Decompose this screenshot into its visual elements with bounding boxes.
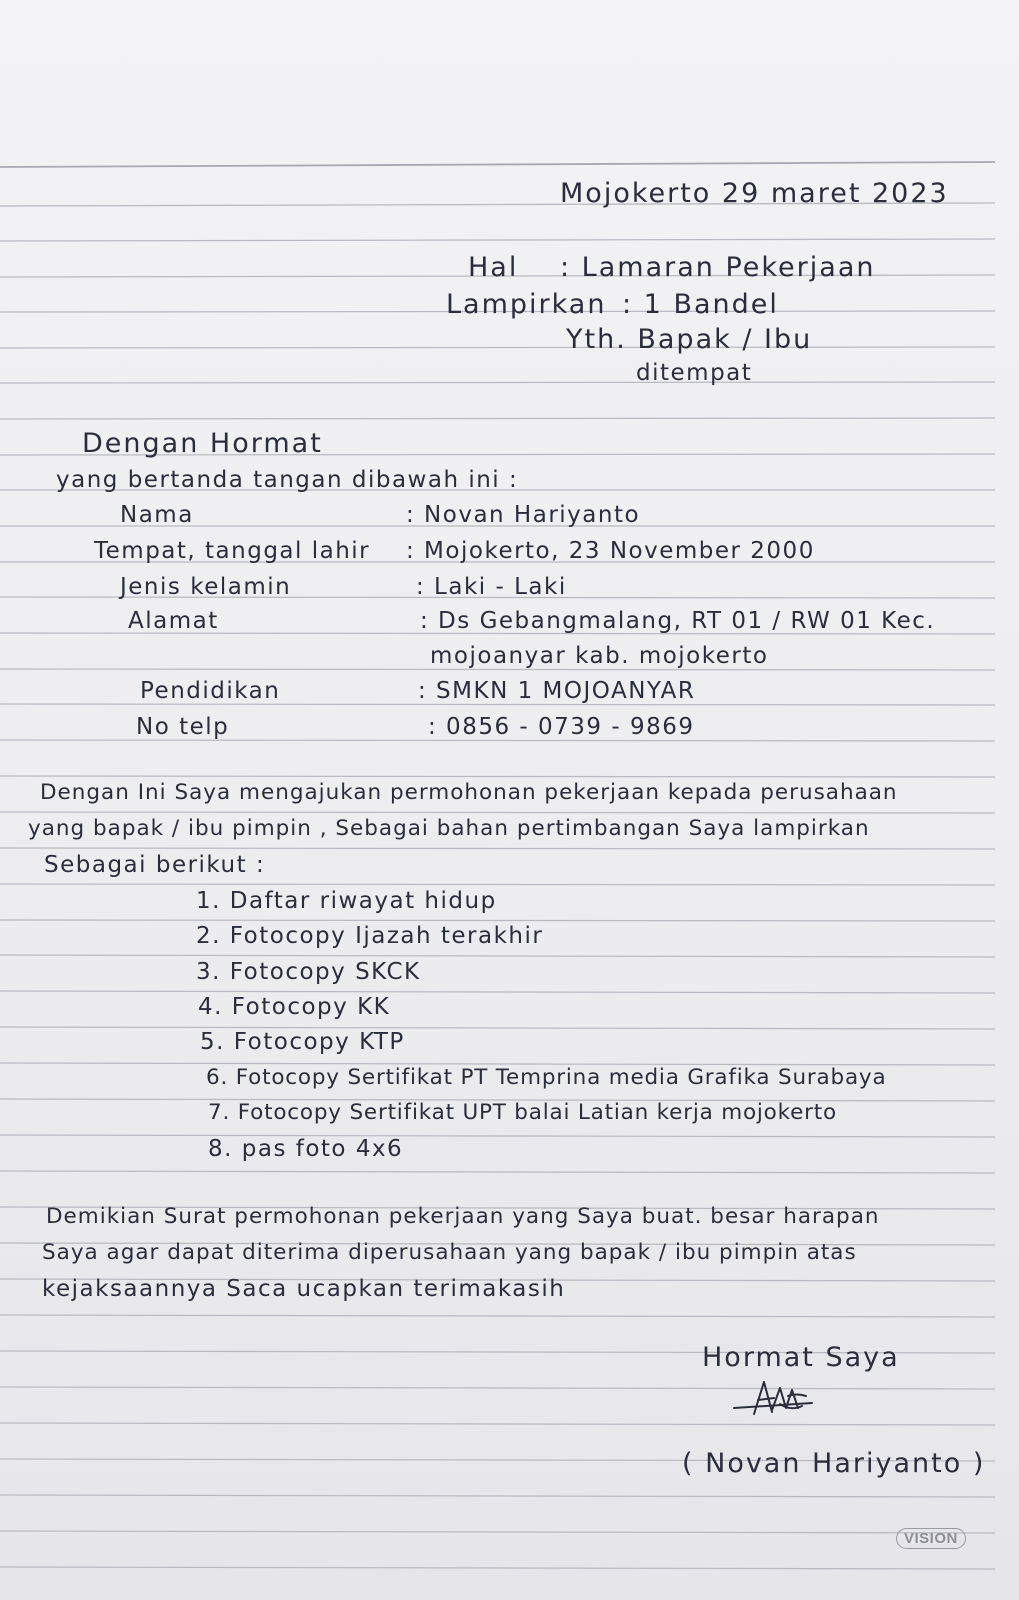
attachment-value: : 1 Bandel bbox=[622, 289, 779, 320]
closing-line: Saya agar dapat diterima diperusahaan yang bapak / ibu pimpin atas bbox=[42, 1240, 857, 1265]
attachment-label: Lampirkan bbox=[446, 289, 607, 320]
field-value-nama: : Novan Hariyanto bbox=[406, 502, 641, 528]
list-item: 6. Fotocopy Sertifikat PT Temprina media Grafika Surabaya bbox=[206, 1065, 887, 1090]
field-label-nama: Nama bbox=[120, 502, 194, 528]
body-line: Sebagai berikut : bbox=[44, 852, 266, 878]
subject-value: : Lamaran Pekerjaan bbox=[560, 252, 876, 283]
list-item: 1. Daftar riwayat hidup bbox=[196, 888, 497, 914]
field-label-alamat: Alamat bbox=[128, 608, 219, 634]
addressee: Yth. Bapak / Ibu bbox=[566, 324, 813, 355]
list-item: 8. pas foto 4x6 bbox=[208, 1136, 404, 1162]
field-value-alamat-cont: mojoanyar kab. mojokerto bbox=[430, 643, 769, 669]
intro-line: yang bertanda tangan dibawah ini : bbox=[56, 467, 519, 493]
closing-line: kejaksaannya Saca ucapkan terimakasih bbox=[42, 1276, 566, 1302]
body-line: yang bapak / ibu pimpin , Sebagai bahan pertimbangan Saya lampirkan bbox=[28, 816, 870, 841]
field-value-ttl: : Mojokerto, 23 November 2000 bbox=[406, 538, 815, 564]
signer-name: ( Novan Hariyanto ) bbox=[682, 1448, 986, 1479]
field-label-telp: No telp bbox=[136, 714, 230, 740]
sign-off: Hormat Saya bbox=[702, 1342, 900, 1373]
field-label-ttl: Tempat, tanggal lahir bbox=[94, 538, 371, 564]
field-label-pendidikan: Pendidikan bbox=[140, 678, 281, 704]
closing-line: Demikian Surat permohonan pekerjaan yang Saya buat. besar harapan bbox=[46, 1204, 880, 1229]
field-value-pendidikan: : SMKN 1 MOJOANYAR bbox=[418, 678, 696, 704]
list-item: 2. Fotocopy Ijazah terakhir bbox=[196, 923, 544, 949]
signature-image bbox=[728, 1374, 818, 1424]
field-label-jenis-kelamin: Jenis kelamin bbox=[120, 574, 292, 600]
list-item: 3. Fotocopy SKCK bbox=[196, 959, 421, 985]
greeting: Dengan Hormat bbox=[82, 428, 323, 459]
field-value-jenis-kelamin: : Laki - Laki bbox=[416, 574, 567, 600]
place-date: Mojokerto 29 maret 2023 bbox=[560, 178, 949, 209]
list-item: 5. Fotocopy KTP bbox=[200, 1029, 405, 1055]
body-line: Dengan Ini Saya mengajukan permohonan pekerjaan kepada perusahaan bbox=[40, 780, 898, 805]
list-item: 7. Fotocopy Sertifikat UPT balai Latian kerja mojokerto bbox=[208, 1100, 837, 1125]
list-item: 4. Fotocopy KK bbox=[198, 994, 391, 1020]
field-value-telp: : 0856 - 0739 - 9869 bbox=[428, 714, 695, 740]
addressee-place: ditempat bbox=[636, 360, 753, 386]
subject-label: Hal bbox=[468, 252, 519, 283]
field-value-alamat: : Ds Gebangmalang, RT 01 / RW 01 Kec. bbox=[420, 608, 936, 634]
paper-brand-logo: VISION bbox=[896, 1528, 966, 1549]
